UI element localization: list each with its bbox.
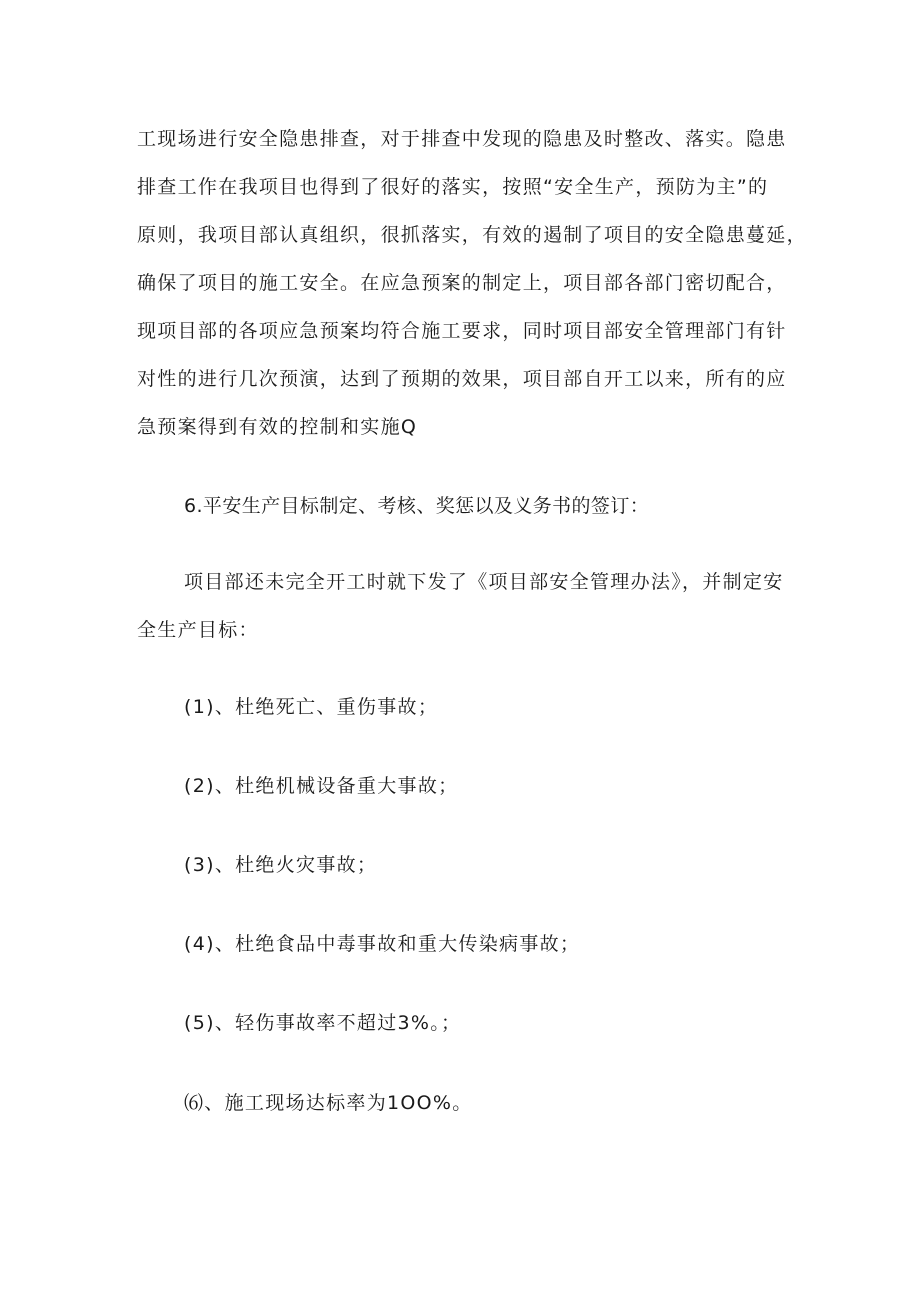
paragraph-line: 确保了项目的施工安全。在应急预案的制定上，项目部各部门密切配合，	[137, 272, 787, 294]
paragraph-line: 对性的进行几次预演，达到了预期的效果，项目部自开工以来，所有的应	[137, 368, 787, 390]
paragraph-line: 工现场进行安全隐患排查，对于排查中发现的隐患及时整改、落实。隐患	[137, 128, 787, 150]
list-item: (5)、轻伤事故率不超过3%。；	[184, 1012, 462, 1034]
paragraph-line: 现项目部的各项应急预案均符合施工要求，同时项目部安全管理部门有针	[137, 320, 787, 342]
section-heading: 6.平安生产目标制定、考核、奖惩以及义务书的签订：	[184, 495, 650, 517]
paragraph-line: 项目部还未完全开工时就下发了《项目部安全管理办法》，并制定安	[184, 571, 784, 593]
paragraph-line: 排查工作在我项目也得到了很好的落实，按照“安全生产，预防为主”的	[137, 176, 769, 198]
paragraph-line: 原则，我项目部认真组织，很抓落实，有效的遏制了项目的安全隐患蔓延，	[137, 224, 807, 246]
paragraph-line: 全生产目标：	[137, 619, 259, 641]
list-item: (1)、杜绝死亡、重伤事故；	[184, 696, 439, 718]
list-item: (2)、杜绝机械设备重大事故；	[184, 775, 459, 797]
paragraph-line: 急预案得到有效的控制和实施Q	[137, 416, 418, 438]
list-item: ⑹、施工现场达标率为1OO%。	[184, 1092, 473, 1114]
list-item: (3)、杜绝火灾事故；	[184, 854, 378, 876]
list-item: (4)、杜绝食品中毒事故和重大传染病事故；	[184, 933, 581, 955]
